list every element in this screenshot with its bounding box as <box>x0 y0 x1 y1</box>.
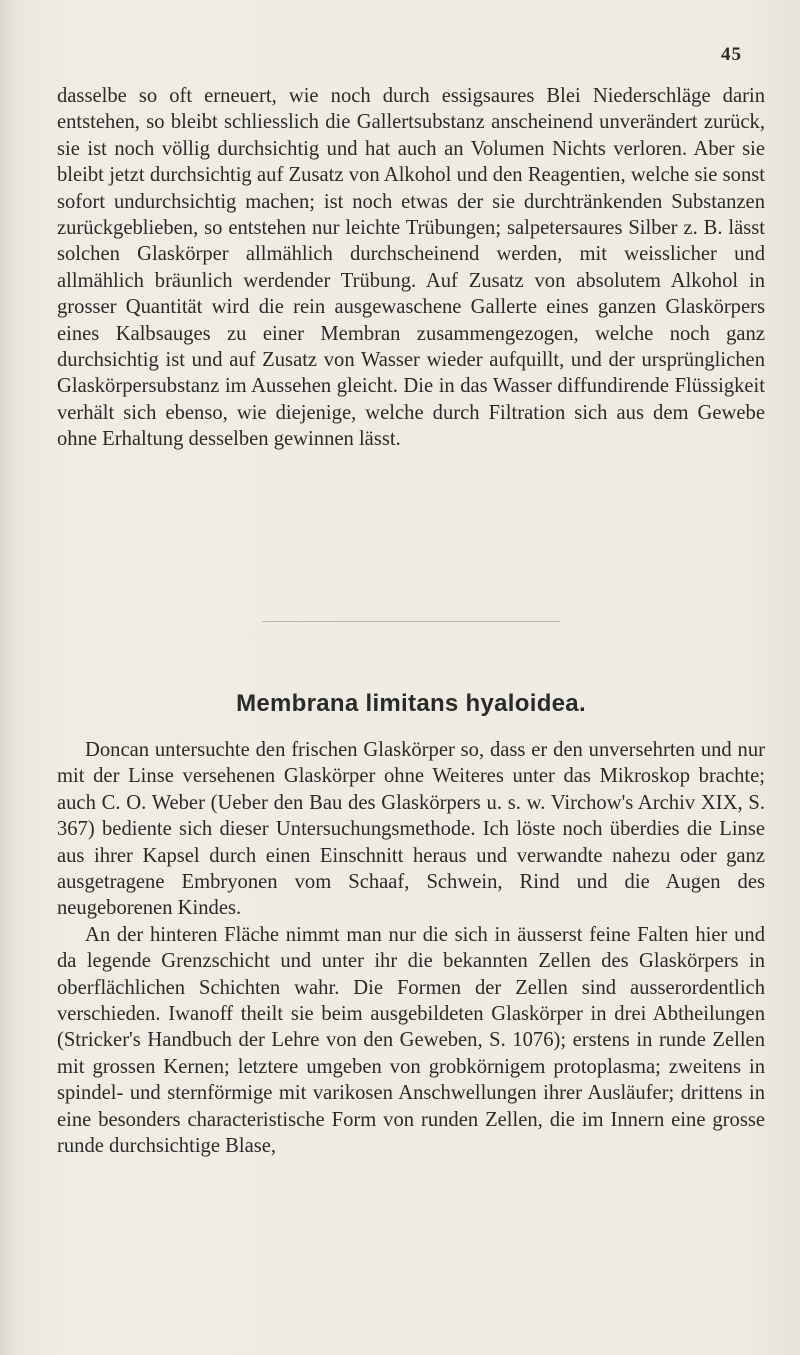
section-heading: Membrana limitans hyaloidea. <box>236 690 586 717</box>
paragraph: dasselbe so oft erneuert, wie noch durch essigsaures Blei Niederschläge darin entstehen, so bleibt schliesslich die Gallertsubstanz anscheinend unverändert zurück, sie ist noch völlig durchsichtig und hat auch an Volumen Nichts verloren. Aber sie bleibt jetzt durchsichtig auf Zusatz von Alkohol und den Reagentien, welche sie sonst sofort undurchsichtig machen; ist noch etwas der sie durchtränkenden Substanzen zurückgeblieben, so entstehen nur leichte Trübungen; salpetersaures Silber z. B. lässt solchen Glaskörper allmählich durchscheinend werden, mit weisslicher und allmählich bräunlich werdender Trübung. Auf Zusatz von absolutem Alkohol in grosser Quantität wird die rein ausgewaschene Gallerte eines ganzen Glaskörpers eines Kalbsauges zu einer Membran zusammengezogen, welche noch ganz durchsichtig ist und auf Zusatz von Wasser wieder aufquillt, und der ursprünglichen Glaskörpersubstanz im Aussehen gleicht. Die in das Wasser diffundirende Flüssigkeit verhält sich ebenso, wie diejenige, welche durch Filtration sich aus dem Gewebe ohne Erhaltung desselben gewinnen lässt. <box>57 85 765 451</box>
section-divider <box>262 621 560 622</box>
paragraph: Doncan untersuchte den frischen Glaskörper so, dass er den unversehrten und nur mit der Linse versehenen Glaskörper ohne Weiteres unter das Mikroskop brachte; auch C. O. Weber (Ueber den Bau des Glaskörpers u. s. w. Virchow's Archiv XIX, S. 367) bediente sich dieser Untersuchungsmethode. Ich löste noch überdies die Linse aus ihrer Kapsel durch einen Einschnitt heraus und verwandte nahezu oder ganz ausgetragene Embryonen vom Schaaf, Schwein, Rind und die Augen des neugeborenen Kindes. <box>57 739 765 920</box>
top-text-block <box>57 83 765 453</box>
section-text-block <box>57 737 765 1160</box>
page-number: 45 <box>721 44 742 65</box>
paragraph: An der hinteren Fläche nimmt man nur die sich in äusserst feine Falten hier und da legende Grenzschicht und unter ihr die bekannten Zellen des Glaskörpers in oberflächlichen Schichten wahr. Die Formen der Zellen sind ausserordentlich verschieden. Iwanoff theilt sie beim ausgebildeten Glaskörper in drei Abtheilungen (Stricker's Handbuch der Lehre von den Geweben, S. 1076); erstens in runde Zellen mit grossen Kernen; letztere umgeben von grobkörnigem protoplasma; zweitens in spindel- und sternförmige mit varikosen Anschwellungen ihrer Ausläufer; drittens in eine besonders characteristische Form von runden Zellen, die im Innern eine grosse runde durchsichtige Blase, <box>57 923 765 1158</box>
